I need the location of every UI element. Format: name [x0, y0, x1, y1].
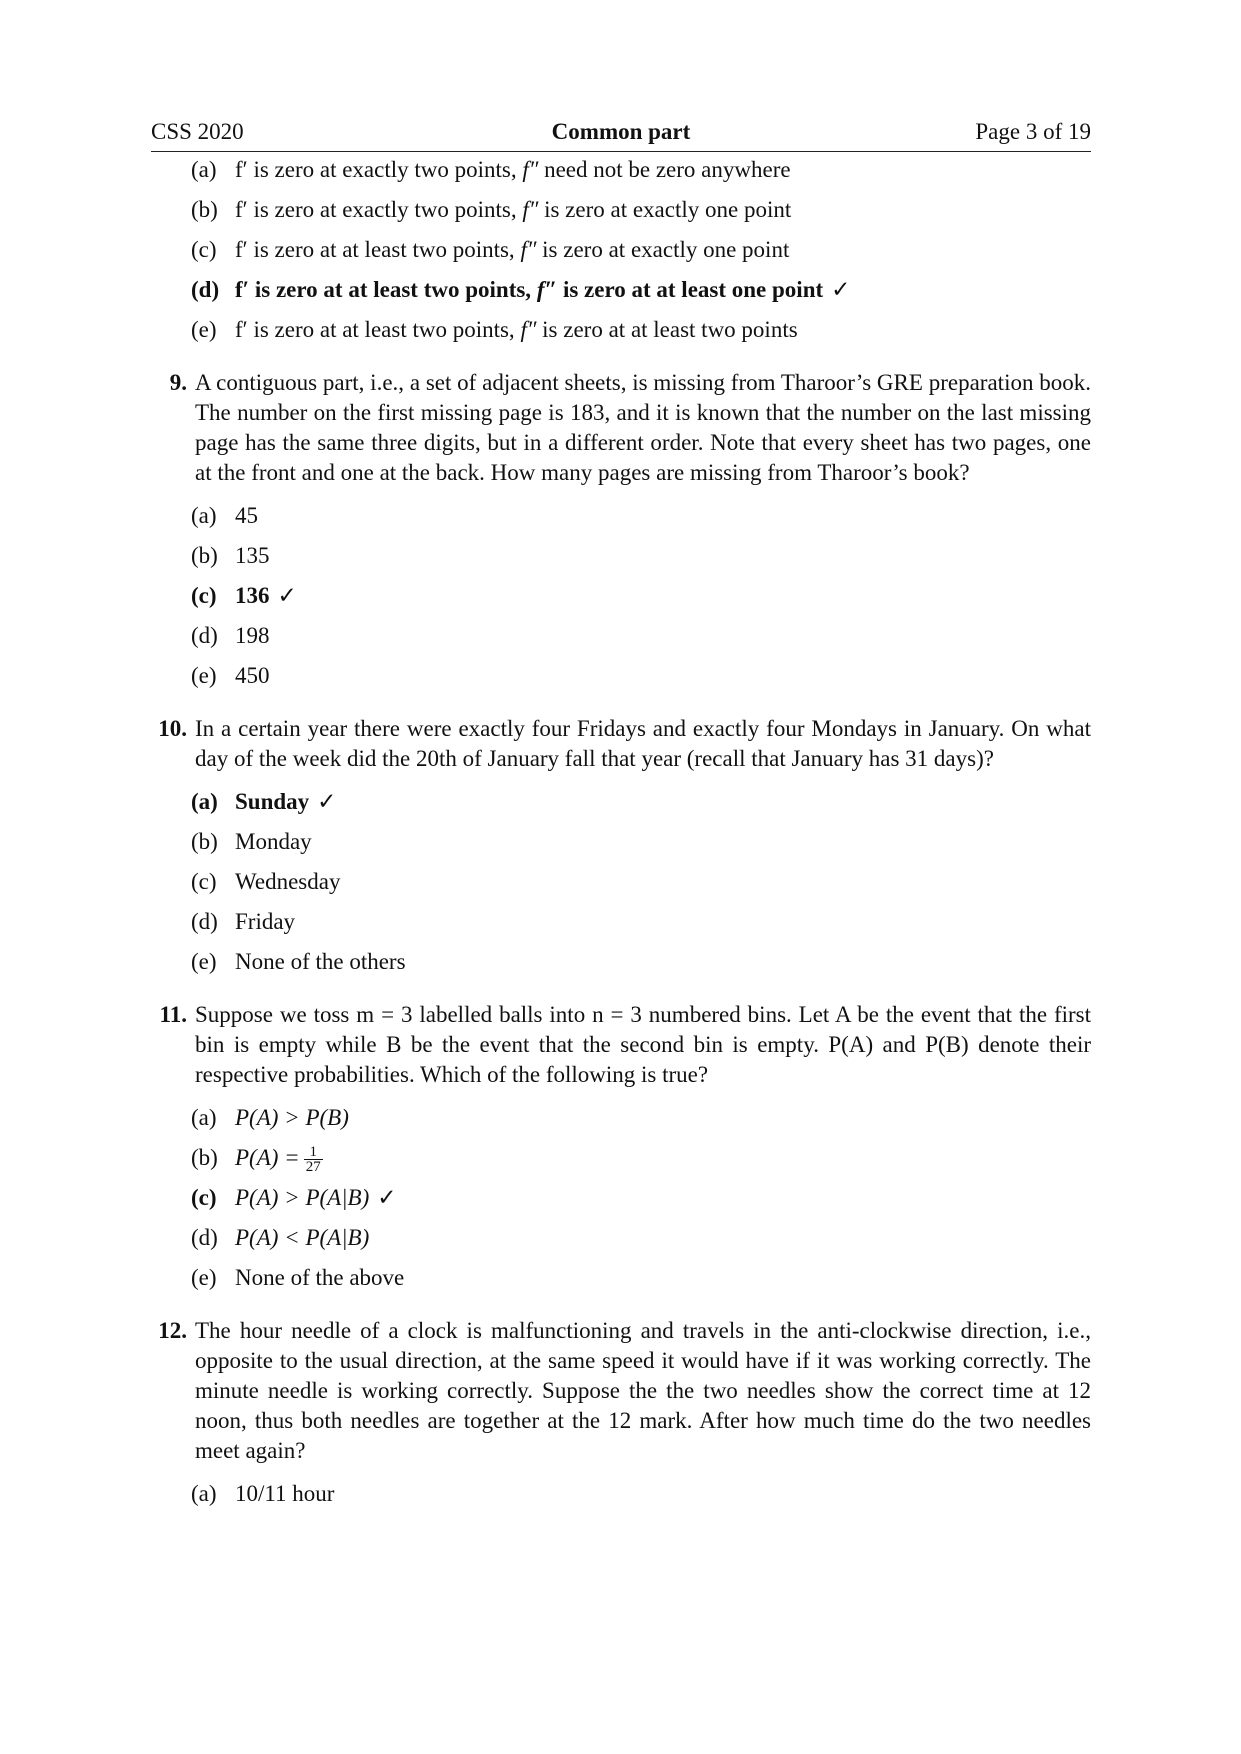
q9-option-c-correct: (c) 136 ✓	[191, 583, 297, 608]
q8-option-d-correct: (d) f′ is zero at at least two points, f″ is zero at at least one point ✓	[151, 270, 1091, 310]
page-header	[151, 118, 1091, 152]
q9-options	[151, 496, 1091, 696]
q8-option-a: (a) f′ is zero at exactly two points, f″ need not be zero anywhere	[151, 150, 1091, 190]
option-label: (c)	[191, 237, 217, 262]
header-section-title: Common part	[551, 119, 691, 144]
question-number: 12.	[158, 1318, 187, 1343]
question-10	[151, 714, 1091, 982]
fraction: $\frac{1}{27}$	[305, 1144, 321, 1176]
question-11	[151, 1000, 1091, 1298]
q11-option-c-correct: (c) P(A) > P(A|B) ✓	[191, 1185, 397, 1210]
question-stem: A contiguous part, i.e., a set of adjacent sheets, is missing from Tharoor’s GRE preparation book. The number on the first missing page is 183, and it is known that the number on the last missing page has the same three digits, but in a different order. Note that every sheet has two pages, one at the front and one at the back. How many pages are missing from Tharoor’s book?	[195, 370, 1091, 485]
question-number: 10.	[158, 716, 187, 741]
question-12	[151, 1316, 1091, 1514]
q11-option-a: (a) P(A) > P(B)	[191, 1105, 349, 1130]
checkmark-icon: ✓	[831, 277, 851, 302]
q8-option-e: (e) f′ is zero at at least two points, f″ is zero at at least two points	[151, 310, 1091, 350]
q10-options	[151, 782, 1091, 982]
q11-option-b: (b) P(A) = $\frac{1}{27}$	[191, 1144, 321, 1176]
q9-option-e: (e) 450	[191, 663, 270, 688]
header-exam-name: CSS 2020	[151, 119, 244, 144]
checkmark-icon: ✓	[317, 789, 337, 814]
q8-options	[151, 150, 1091, 350]
q9-option-a: (a) 45	[191, 503, 258, 528]
question-stem: In a certain year there were exactly four Fridays and exactly four Mondays in January. On what day of the week did the 20th of January fall that year (recall that January has 31 days)?	[195, 716, 1091, 771]
q12-options	[151, 1474, 1091, 1514]
option-label: (a)	[191, 157, 217, 182]
option-label: (e)	[191, 317, 217, 342]
checkmark-icon: ✓	[377, 1185, 397, 1210]
q11-option-e: (e) None of the above	[191, 1265, 405, 1290]
page-content	[151, 150, 1091, 1514]
q11-option-d: (d) P(A) < P(A|B)	[191, 1225, 370, 1250]
q11-options	[151, 1098, 1091, 1298]
q9-option-b: (b) 135	[191, 543, 270, 568]
q10-option-e: (e) None of the others	[191, 949, 406, 974]
question-stem: Suppose we toss m = 3 labelled balls into n = 3 numbered bins. Let A be the event that the first bin is empty while B be the event that the second bin is empty. P(A) and P(B) denote their respective probabilities. Which of the following is true?	[195, 1002, 1091, 1087]
q9-option-d: (d) 198	[191, 623, 270, 648]
q12-option-a: (a) 10/11 hour	[191, 1481, 335, 1506]
q10-option-b: (b) Monday	[191, 829, 312, 854]
option-label: (d)	[191, 277, 220, 302]
q8-option-c: (c) f′ is zero at at least two points, f″ is zero at exactly one point	[151, 230, 1091, 270]
checkmark-icon: ✓	[277, 583, 297, 608]
question-9	[151, 368, 1091, 696]
question-number: 9.	[169, 370, 187, 395]
q8-option-b: (b) f′ is zero at exactly two points, f″ is zero at exactly one point	[151, 190, 1091, 230]
q10-option-a-correct: (a) Sunday ✓	[191, 789, 337, 814]
header-page-number: Page 3 of 19	[975, 119, 1091, 144]
question-stem: The hour needle of a clock is malfunctioning and travels in the anti-clockwise direction, i.e., opposite to the usual direction, at the same speed it would have if it was working correctly. The minute needle is working correctly. Suppose the the two needles show the correct time at 12 noon, thus both needles are together at the 12 mark. After how much time do the two needles meet again?	[195, 1318, 1091, 1463]
q10-option-c: (c) Wednesday	[191, 869, 341, 894]
option-label: (b)	[191, 197, 218, 222]
q10-option-d: (d) Friday	[191, 909, 296, 934]
question-number: 11.	[159, 1002, 187, 1027]
